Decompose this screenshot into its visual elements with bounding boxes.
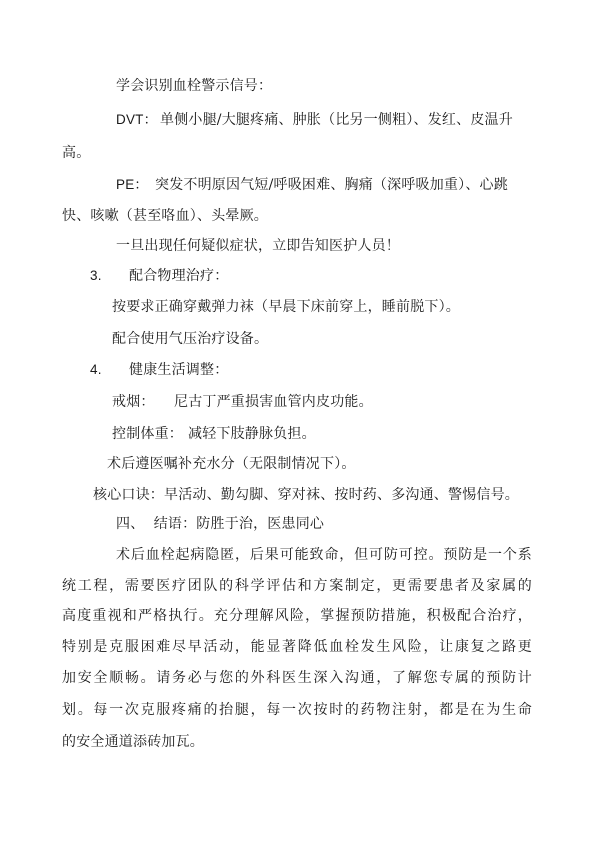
smoke-text: 尼古丁严重损害血管内皮功能。	[174, 394, 373, 410]
dvt-item	[116, 110, 157, 130]
conclusion-line-7: 的安全通道添砖加瓦。	[62, 734, 204, 750]
section3-number: 3.	[90, 268, 102, 283]
conclusion-line-6: 划。每一次克服疼痛的抬腿，每一次按时的药物注射，都是在为生命	[62, 702, 532, 718]
conclusion-line-5: 加安全顺畅。请务必与您的外科医生深入沟通，了解您专属的预防计	[62, 670, 532, 686]
pe-label: PE：	[116, 177, 149, 192]
conclusion-line-1: 术后血栓起病隐匿，后果可能致命，但可防可控。预防是一个系	[116, 547, 532, 563]
dvt-text-line2: 高。	[62, 145, 91, 161]
section4-title: 健康生活调整：	[129, 362, 229, 378]
conclusion-line-2: 统工程，需要医疗团队的科学评估和方案制定，更需要患者及家属的	[62, 578, 532, 594]
section3-title: 配合物理治疗：	[129, 268, 229, 284]
smoke-label: 戒烟：	[112, 394, 155, 410]
water-text: 术后遵医嘱补充水分（无限制情况下）。	[107, 456, 356, 472]
pe-text-line2: 快、咳嗽（甚至咯血）、头晕厥。	[62, 208, 268, 224]
weight-text: 减轻下肢静脉负担。	[188, 426, 316, 442]
dvt-label: DVT：	[116, 112, 158, 127]
mnemonic-text: 核心口诀：早活动、勤勾脚、穿对袜、按时药、多沟通、警惕信号。	[93, 487, 519, 503]
conclusion-line-4: 特别是克服困难尽早活动，能显著降低血栓发生风险，让康复之路更	[62, 639, 532, 655]
section3-item2: 配合使用气压治疗设备。	[112, 331, 269, 347]
pe-item	[116, 175, 148, 195]
warning-intro: 学会识别血栓警示信号：	[116, 78, 273, 94]
dvt-text-line1: 单侧小腿/大腿疼痛、肿胀（比另一侧粗）、发红、皮温升	[160, 112, 513, 128]
weight-label: 控制体重：	[112, 426, 183, 442]
section3-item1: 按要求正确穿戴弹力袜（早晨下床前穿上，睡前脱下）。	[112, 299, 460, 315]
section4-number: 4.	[90, 362, 102, 377]
pe-text-line1: 突发不明原因气短/呼吸困难、胸痛（深呼吸加重）、心跳	[155, 177, 508, 193]
conclusion-line-3: 高度重视和严格执行。充分理解风险，掌握预防措施，积极配合治疗，	[62, 608, 532, 624]
alert-text: 一旦出现任何疑似症状，立即告知医护人员！	[116, 238, 400, 254]
conclusion-heading: 四、 结语：防胜于治，医患同心	[116, 516, 325, 532]
